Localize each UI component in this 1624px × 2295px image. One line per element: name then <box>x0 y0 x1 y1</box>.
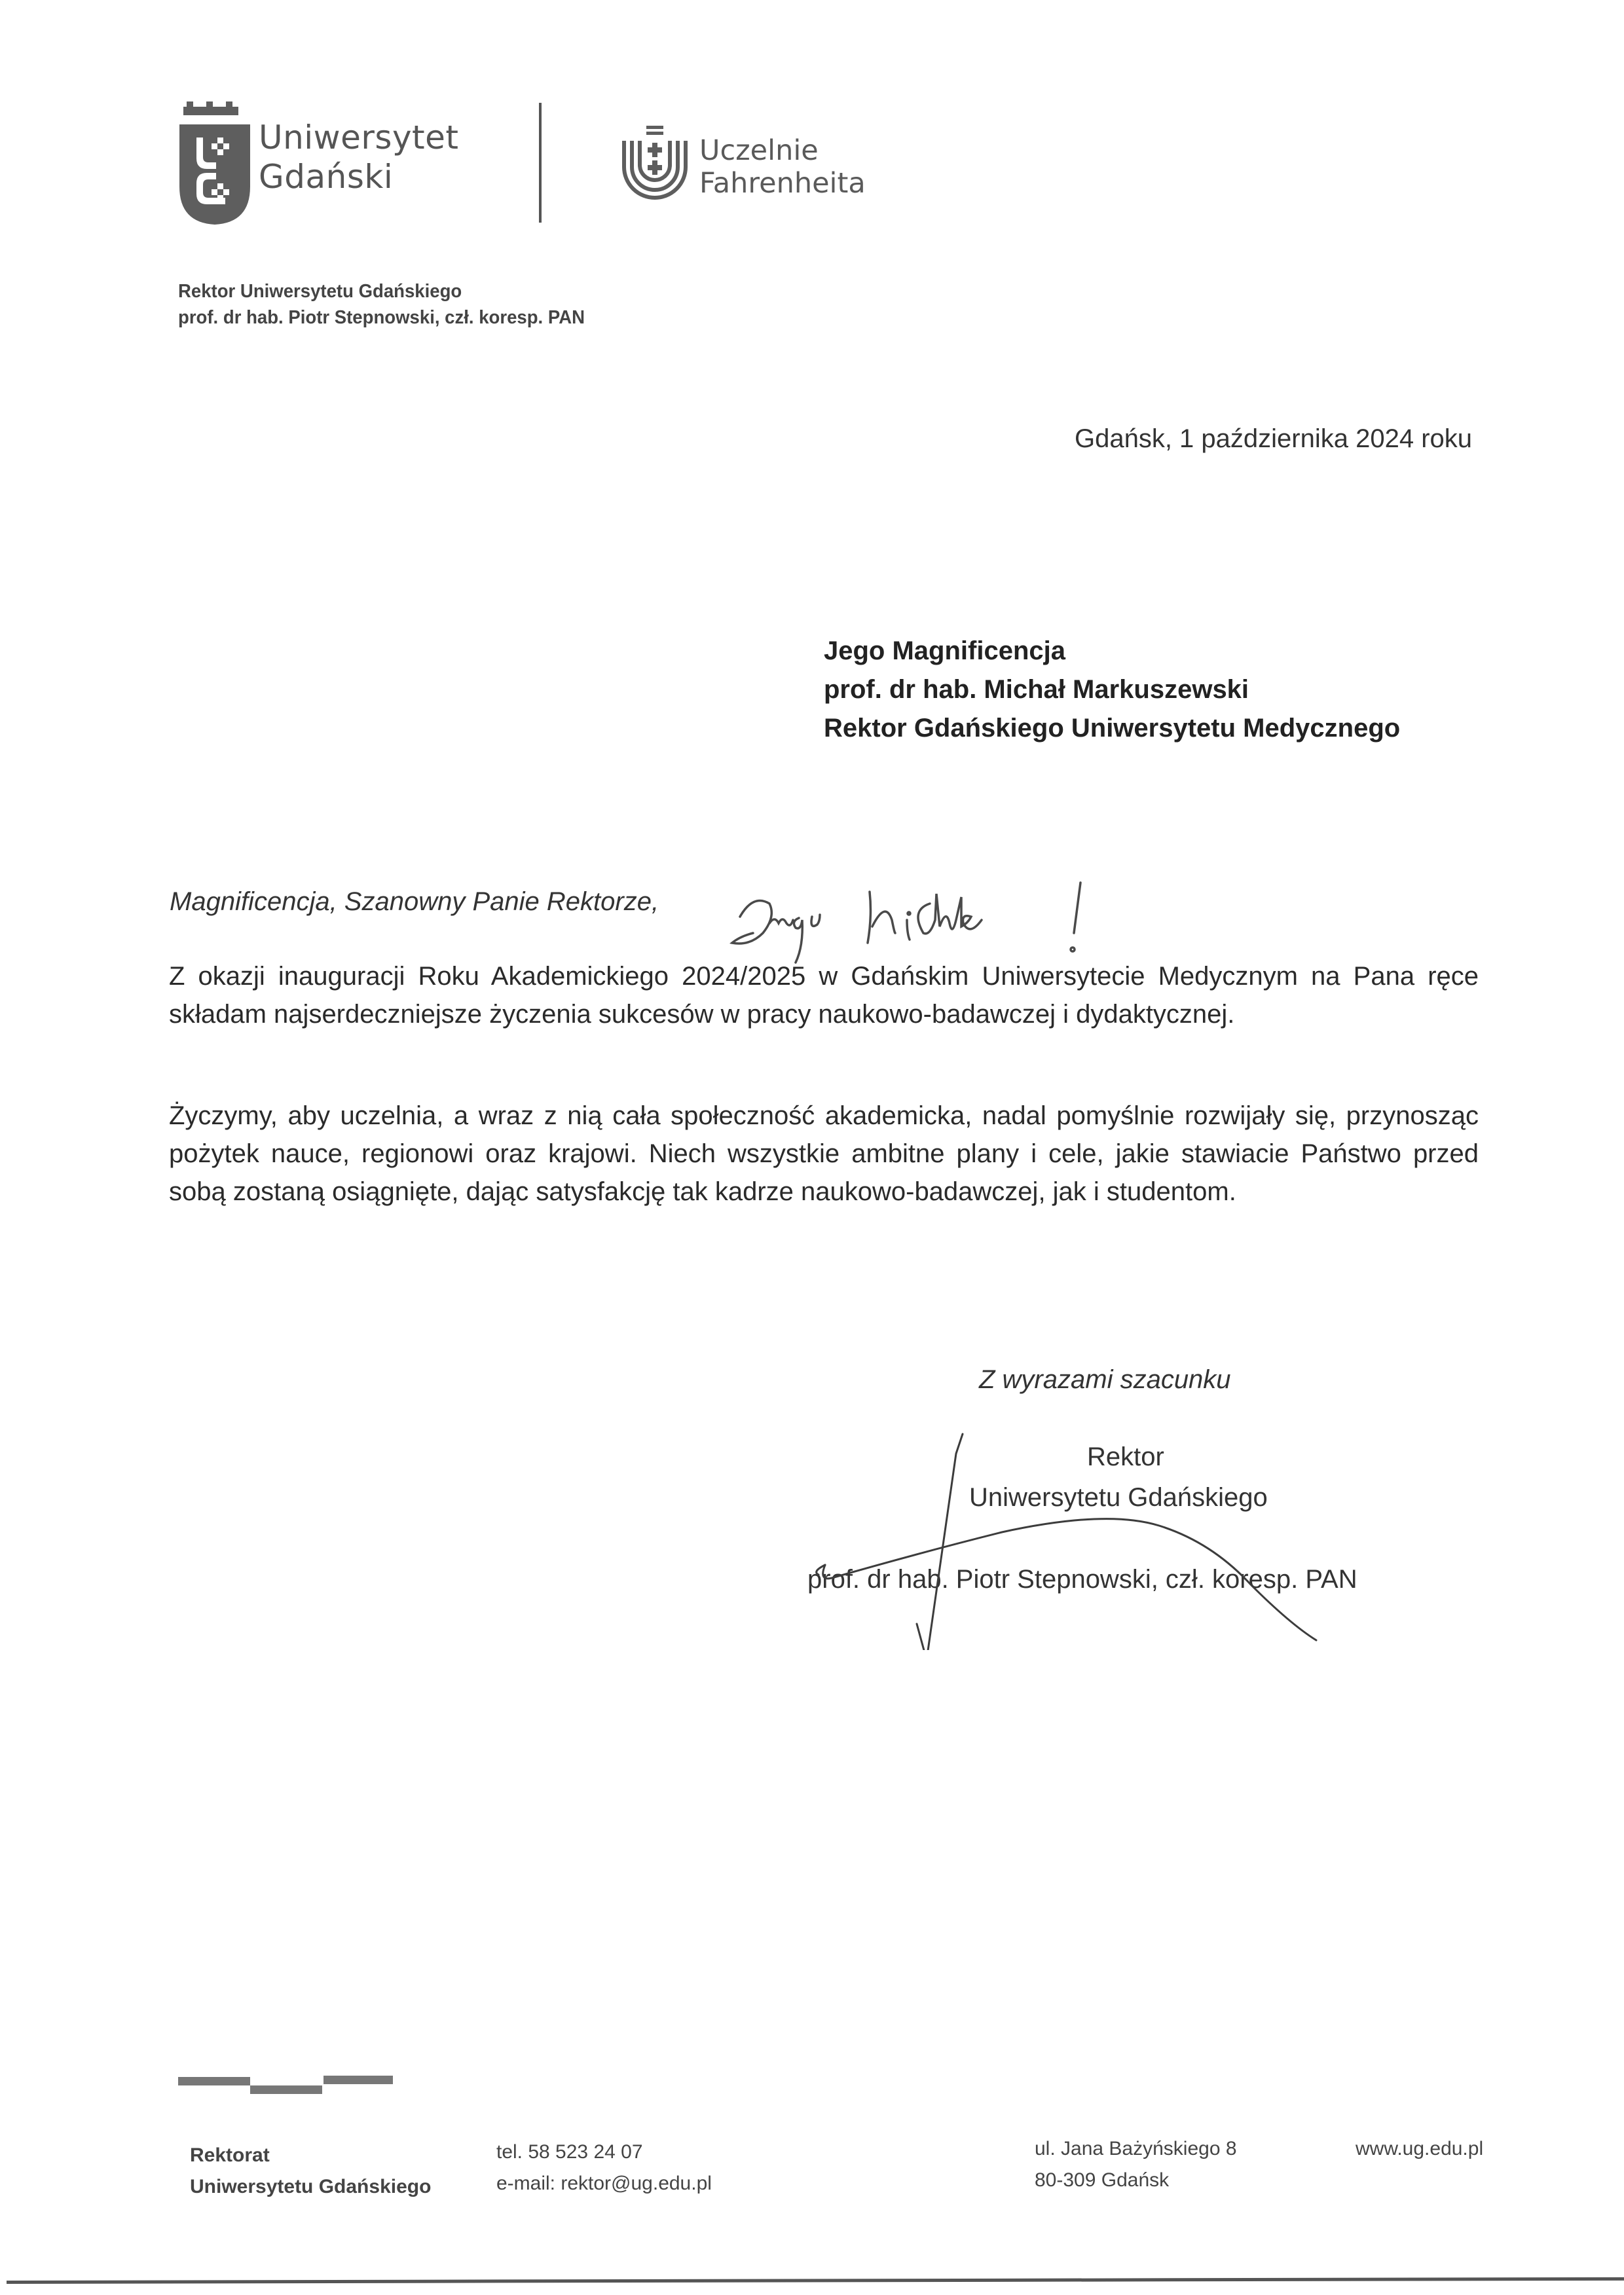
logo-fahrenheit-name <box>699 134 866 200</box>
recipient-honorific: Jego Magnificencja <box>824 636 1065 665</box>
letter-date: Gdańsk, 1 października 2024 roku <box>1074 424 1472 453</box>
recipient-block <box>824 632 1400 748</box>
footer-office-line-2: Uniwersytetu Gdańskiego <box>190 2176 432 2197</box>
footer-contact <box>496 2137 712 2199</box>
sender-title: Rektor Uniwersytetu Gdańskiego <box>178 281 462 302</box>
salutation: Magnificencja, Szanowny Panie Rektorze, <box>170 887 659 916</box>
recipient-name: prof. dr hab. Michał Markuszewski <box>824 675 1249 704</box>
footer-street: ul. Jana Bażyńskiego 8 <box>1035 2138 1237 2159</box>
footer-address <box>1035 2133 1237 2196</box>
footer-phone: tel. 58 523 24 07 <box>496 2141 643 2163</box>
fahrenheit-universities-emblem-icon <box>619 124 691 200</box>
closing-phrase: Z wyrazami szacunku <box>979 1365 1231 1394</box>
signatory-title: Rektor <box>1087 1442 1164 1471</box>
logo-university-name <box>259 118 459 196</box>
page-bottom-rule <box>7 2277 1624 2284</box>
university-of-gdansk-shield-icon <box>177 101 255 226</box>
handwritten-salutation <box>727 877 1100 969</box>
logo-line-2: Gdański <box>259 158 394 196</box>
signatory-institution: Uniwersytetu Gdańskiego <box>969 1483 1268 1512</box>
signatory-name: prof. dr hab. Piotr Stepnowski, czł. koresp. PAN <box>807 1565 1357 1594</box>
footer-postal-city: 80-309 Gdańsk <box>1035 2169 1170 2191</box>
logo-line-1: Uniwersytet <box>259 119 459 156</box>
footer-email[interactable]: e-mail: rektor@ug.edu.pl <box>496 2173 712 2194</box>
body-paragraph-1: Z okazji inauguracji Roku Akademickiego 2024/2025 w Gdańskim Uniwersytecie Medycznym na Pana ręce składam najserdeczniejsze życzenia sukcesów w pracy naukowo-badawczej i dydaktycznej. <box>169 962 1479 1029</box>
footer-website[interactable]: www.ug.edu.pl <box>1356 2138 1484 2159</box>
logo-line-1: Uczelnie <box>699 134 819 167</box>
logo-line-2: Fahrenheita <box>699 167 866 200</box>
footer-office <box>190 2140 431 2203</box>
body-paragraph-2: Życzymy, aby uczelnia, a wraz z nią cała społeczność akademicka, nadal pomyślnie rozwijały się, przynosząc pożytek nauce, regionowi oraz krajowi. Niech wszystkie ambitne plany i cele, jakie stawiacie Państwo przed sobą zostaną osiągnięte, dając satysfakcję tak kadrze naukowo-badawczej, jak i studentom. <box>169 1101 1479 1206</box>
recipient-title: Rektor Gdańskiego Uniwersytetu Medycznego <box>824 714 1401 743</box>
footer-office-line-1: Rektorat <box>190 2144 270 2166</box>
sender-name: prof. dr hab. Piotr Stepnowski, czł. koresp. PAN <box>178 307 585 328</box>
logo-divider <box>539 103 542 223</box>
handwritten-signature <box>792 1401 1382 1650</box>
footer-decorative-bars <box>178 2076 407 2097</box>
sender-block <box>178 278 585 331</box>
